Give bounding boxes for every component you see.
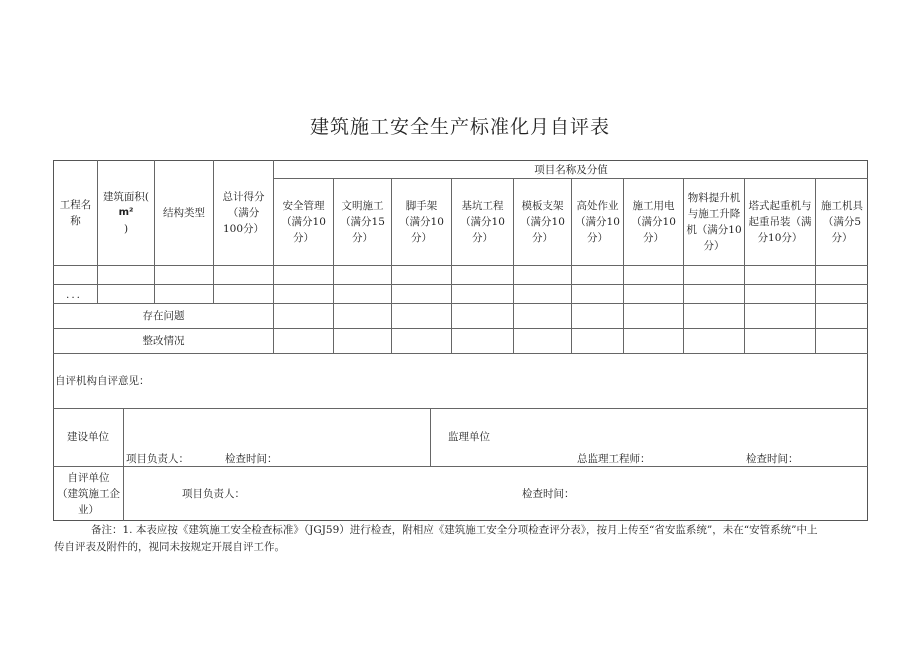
- grid-line: [123, 408, 124, 521]
- item-label: （满分10: [520, 216, 565, 228]
- item-label: 分）: [532, 232, 553, 244]
- header-group-title: [274, 161, 868, 178]
- grid-line: [53, 408, 868, 409]
- self-unit-label: [54, 467, 123, 521]
- footnote-line1: 备注：1. 本表应按《建筑施工安全检查标准》（JGJ59）进行检查，附相应《建筑施工安全分项检查评分表》，按月上传至“省安监系统”，未在“安管系统”中上: [91, 524, 818, 536]
- self-unit-line: 业）: [78, 504, 99, 516]
- item-label: 高处作业: [576, 200, 619, 212]
- item-label: 脚手架: [405, 200, 438, 212]
- item-label: 机（满分10: [686, 224, 742, 236]
- item-header-work-at-height: [572, 179, 623, 265]
- grid-line: [53, 265, 868, 266]
- header-total-score-line3: 100分）: [222, 223, 265, 235]
- item-label: 模板支架: [521, 200, 564, 212]
- page-title: 建筑施工安全生产标准化月自评表: [309, 116, 610, 138]
- item-label: 文明施工: [341, 200, 384, 212]
- self-unit-check-time-label: 检查时间：: [522, 488, 575, 500]
- item-header-scaffold: [392, 179, 451, 265]
- item-label: （满分10: [631, 216, 676, 228]
- header-structure-type: [155, 161, 213, 265]
- self-unit-line: 自评单位: [67, 472, 110, 484]
- item-label: 与施工升降: [687, 208, 741, 220]
- item-header-tower-crane: [745, 179, 815, 265]
- item-header-civilized-construction: [334, 179, 391, 265]
- self-unit-pm-label: 项目负责人：: [182, 488, 245, 500]
- header-total-score: [214, 161, 273, 265]
- item-header-foundation-pit: [452, 179, 513, 265]
- item-label: 施工机具: [821, 200, 863, 212]
- builder-unit-label: 建设单位: [67, 431, 109, 443]
- item-header-formwork: [514, 179, 571, 265]
- item-label: （满分15: [340, 216, 385, 228]
- supervisor-check-time-label: 检查时间：: [746, 453, 799, 465]
- grid-line: [53, 353, 868, 354]
- header-area-unit: m²: [118, 207, 134, 218]
- rectification-label-text: 整改情况: [142, 335, 185, 347]
- item-label: 物料提升机: [687, 192, 741, 204]
- item-label: （满分10: [281, 216, 326, 228]
- item-label: 分）: [411, 232, 432, 244]
- item-label: （满分10: [399, 216, 444, 228]
- header-structure-type-text: 结构类型: [163, 207, 205, 219]
- item-label: 施工用电: [632, 200, 675, 212]
- item-label: 分）: [643, 232, 664, 244]
- item-label: 安全管理: [282, 200, 325, 212]
- item-label: 分）: [587, 232, 608, 244]
- header-project-name-text: 工程名称: [59, 199, 92, 227]
- grid-line: [53, 284, 868, 285]
- chief-engineer-label: 总监理工程师：: [577, 453, 651, 465]
- self-assessment-opinion-label: 自评机构自评意见：: [55, 375, 150, 387]
- item-header-hoist: [684, 179, 744, 265]
- item-label: （满分10: [575, 216, 620, 228]
- header-area-pre: 建筑面积(: [102, 191, 150, 203]
- builder-pm-label: 项目负责人：: [126, 453, 189, 465]
- header-total-score-line2: （满分: [227, 207, 260, 219]
- supervisor-unit-label: 监理单位: [448, 431, 490, 443]
- item-label: 分）: [831, 232, 853, 244]
- item-header-machinery: [816, 179, 868, 265]
- item-label: 分）: [352, 232, 373, 244]
- header-area: [98, 161, 154, 265]
- item-label: 分）: [472, 232, 493, 244]
- rectification-label: [54, 329, 273, 353]
- item-label: 塔式起重机与: [748, 200, 812, 212]
- grid-line: [430, 408, 431, 466]
- item-label: （满分5: [822, 216, 862, 228]
- self-unit-line: （建筑施工企: [57, 488, 120, 500]
- item-label: 分10分）: [757, 232, 803, 244]
- item-label: 基坑工程: [461, 200, 504, 212]
- issues-label: [54, 304, 273, 328]
- item-label: 分）: [703, 240, 725, 252]
- ellipsis-row-marker: ...: [66, 289, 83, 301]
- header-group-title-text: 项目名称及分值: [534, 163, 608, 176]
- item-header-electricity: [624, 179, 683, 265]
- header-project-name: [54, 161, 97, 265]
- builder-check-time-label: 检查时间：: [225, 453, 278, 465]
- footnote-line2: 传自评表及附件的，视同未按规定开展自评工作。: [54, 541, 285, 553]
- item-label: 分）: [293, 232, 314, 244]
- header-total-score-line1: 总计得分: [222, 191, 265, 203]
- issues-label-text: 存在问题: [142, 310, 185, 322]
- header-area-post: ): [123, 223, 129, 235]
- item-label: 起重吊装（满: [748, 216, 812, 228]
- item-label: （满分10: [460, 216, 505, 228]
- item-header-safety-mgmt: [274, 179, 333, 265]
